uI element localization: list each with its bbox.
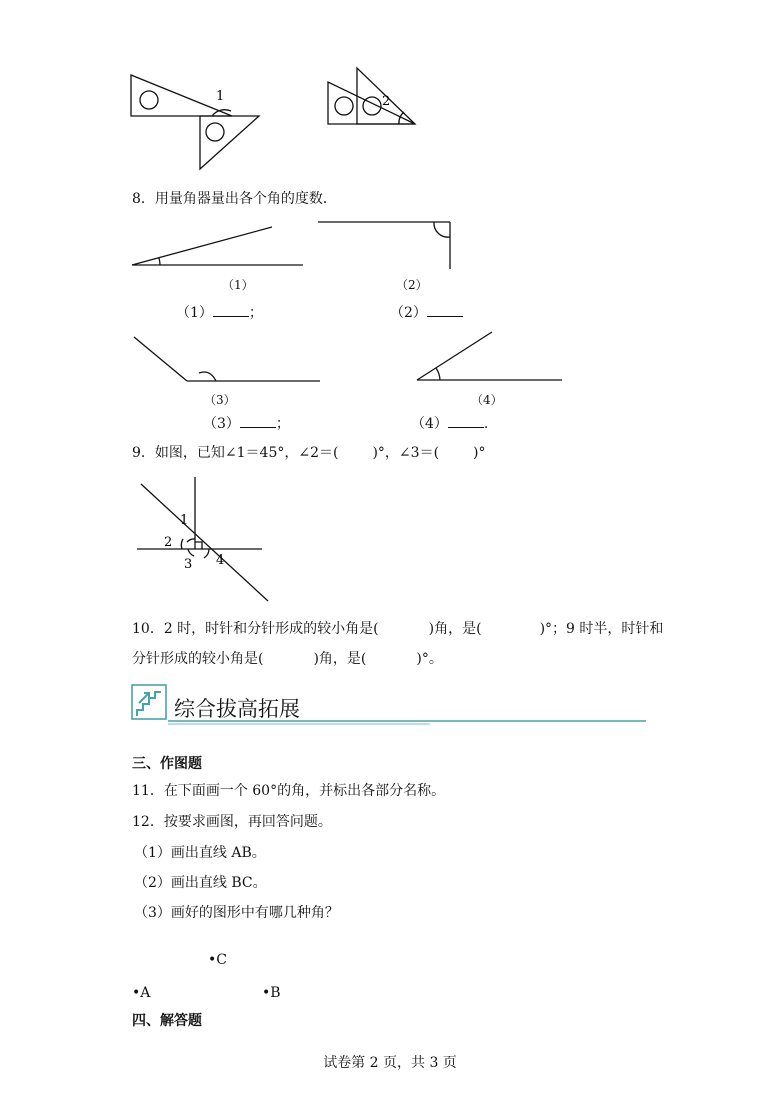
q8-fig-label-4: （4） (471, 393, 503, 407)
q10-line2-a: 分针形成的较小角是( (132, 651, 264, 667)
q9-label-4: 4 (216, 553, 225, 568)
angle4-ray-up (417, 332, 492, 380)
q12-part-2: （2）画出直线 BC。 (134, 875, 267, 891)
page-footer: 试卷第 2 页，共 3 页 (323, 1055, 457, 1071)
q9-arc-4 (204, 549, 209, 558)
q8-answer-2 (390, 302, 463, 322)
point-b-label: B (270, 985, 281, 1001)
answer-3-prefix: （3） (203, 416, 240, 432)
answer-4-blank[interactable] (448, 413, 484, 428)
answer-4-suffix: . (483, 416, 489, 432)
section-3-heading: 三、作图题 (132, 756, 202, 772)
fig7-label-1: 1 (216, 89, 225, 104)
q9-right-angle-mark (195, 542, 202, 549)
angle3-arc (199, 372, 216, 381)
q10-line2-c: )°。 (416, 651, 443, 667)
q12-part-1: （1）画出直线 AB。 (134, 845, 266, 861)
point-a-dot: • (132, 985, 141, 1001)
q9-prompt-start: 9．如图，已知∠1＝45°，∠2＝( (132, 445, 339, 461)
fig7-label-2: 2 (382, 94, 391, 109)
point-a (132, 984, 150, 1002)
q11-text: 11．在下面画一个 60°的角，并标出各部分名称。 (132, 783, 446, 799)
q12-text: 12．按要求画图，再回答问题。 (132, 814, 332, 830)
section-4-heading: 四、解答题 (132, 1013, 202, 1029)
q10-line2-b: )角，是( (313, 651, 367, 667)
q8-prompt: 8．用量角器量出各个角的度数． (132, 191, 337, 207)
answer-1-prefix: （1） (176, 305, 213, 321)
q9-prompt-mid: )°，∠3＝( (372, 445, 440, 461)
q8-answer-1 (176, 302, 263, 322)
q9-diagonal-line (141, 484, 268, 601)
q8-fig-label-2: （2） (396, 278, 428, 292)
point-b-dot: • (262, 985, 271, 1001)
q10-line1-c: )°；9 时半，时针和 (539, 621, 664, 637)
q12-part-3: （3）画好的图形中有哪几种角？ (134, 905, 339, 921)
point-c-label: C (216, 952, 227, 968)
q8-answer-4 (411, 413, 488, 433)
answer-2-prefix: （2） (390, 305, 427, 321)
q8-fig-label-1: （1） (222, 278, 254, 292)
q9-arc-3 (188, 549, 194, 556)
q10-line1-a: 10．2 时，时针和分针形成的较小角是( (132, 621, 379, 637)
point-b (262, 984, 281, 1002)
answer-1-suffix: ； (248, 305, 263, 321)
q9-prompt (132, 444, 486, 462)
set-square-hole (140, 91, 158, 109)
angle2-arc (434, 222, 450, 237)
q9-label-2: 2 (164, 535, 173, 550)
set-square-hole (335, 97, 353, 115)
angle3-ray-left (134, 337, 187, 381)
q10-line-2 (132, 650, 443, 668)
angle4-arc (436, 368, 440, 380)
q9-arc-1 (187, 539, 195, 542)
q9-label-3: 3 (184, 557, 193, 572)
answer-4-prefix: （4） (411, 416, 448, 432)
answer-1-blank[interactable] (213, 302, 249, 317)
answer-3-suffix: ； (275, 416, 290, 432)
set-square-right-a (328, 82, 415, 124)
q9-arc-2 (181, 539, 183, 549)
q8-angle-figures (130, 215, 580, 385)
answer-3-blank[interactable] (240, 413, 276, 428)
q9-prompt-end: )° (473, 445, 486, 461)
angle1-ray-top (132, 227, 272, 265)
set-square-hole (206, 123, 224, 141)
q8-answer-3 (203, 413, 290, 433)
q10-line1-b: )角，是( (428, 621, 482, 637)
banner-title: 综合拔高拓展 (174, 697, 300, 721)
set-square-left-b (200, 116, 259, 169)
point-c-dot: • (208, 952, 217, 968)
point-c (208, 951, 227, 969)
q9-intersecting-lines-figure (136, 475, 276, 605)
q9-label-1: 1 (180, 513, 189, 528)
q8-fig-label-3: （3） (204, 393, 236, 407)
point-a-label: A (140, 985, 151, 1001)
angle1-arc (159, 258, 160, 265)
q7-set-squares-figure (125, 65, 425, 175)
answer-2-blank[interactable] (427, 302, 463, 317)
q10-line-1 (132, 620, 663, 638)
